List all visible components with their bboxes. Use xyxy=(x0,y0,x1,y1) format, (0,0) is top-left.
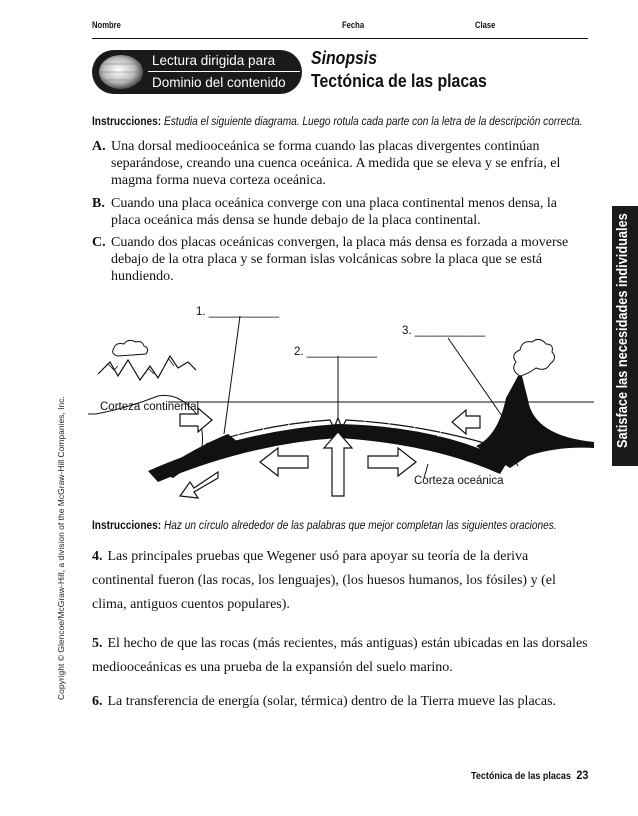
title-sinopsis: Sinopsis xyxy=(311,48,378,68)
instructions-1 xyxy=(92,116,583,128)
sidebar-text: Satisface las necesidades individuales xyxy=(615,213,631,448)
question-5 xyxy=(92,632,588,680)
name-label: Nombre xyxy=(92,20,121,30)
question-6 xyxy=(92,690,588,714)
question-4-number: 4. xyxy=(92,549,103,564)
mountains xyxy=(98,356,196,380)
instructions-1-label: Instrucciones: xyxy=(92,116,162,128)
instructions-2-label: Instrucciones: xyxy=(92,520,162,532)
description-a xyxy=(92,138,588,189)
class-label: Clase xyxy=(475,20,496,30)
instructions-2 xyxy=(92,520,557,532)
description-b xyxy=(92,195,588,229)
question-5-number: 5. xyxy=(92,636,103,651)
arrow-down-subduction xyxy=(180,472,218,498)
cloud-icon xyxy=(113,340,148,356)
description-c-letter: C. xyxy=(92,235,106,250)
banner-line1: Lectura dirigida para xyxy=(152,53,276,68)
date-label: Fecha xyxy=(342,20,365,30)
plate-tectonics-diagram xyxy=(88,296,594,506)
question-4-text[interactable]: Las principales pruebas que Wegener usó para apoyar su teoría de la deriva continental fueron (las rocas, los lenguajes), (los huesos humanos, los fósiles) y (el clima, antiguos cuentos populares). xyxy=(92,549,556,612)
question-6-text[interactable]: La transferencia de energía (solar, térmica) dentro de la Tierra mueve las placas. xyxy=(107,694,557,709)
description-c xyxy=(92,234,588,285)
blank-1: 1. ___________ xyxy=(196,306,280,318)
instructions-1-text: Estudia el siguiente diagrama. Luego rotula cada parte con la letra de la descripción correcta. xyxy=(163,116,583,128)
description-c-text: Cuando dos placas oceánicas convergen, la placa más densa es forzada a moverse debajo de la otra placa y se forman islas volcánicas sobre la placa que se está hundiendo. xyxy=(111,235,569,284)
blank-2: 2. ___________ xyxy=(294,346,378,358)
question-6-number: 6. xyxy=(92,694,103,709)
page-number: 23 xyxy=(575,768,588,782)
page-title: Tectónica de las placas xyxy=(311,71,487,91)
footer-title: Tectónica de las placas xyxy=(470,771,571,782)
arrow-right-spreading xyxy=(368,448,416,476)
continental-crust-label: Corteza continental xyxy=(100,401,200,413)
oceanic-crust-label: Corteza oceánica xyxy=(414,475,504,487)
question-4 xyxy=(92,545,588,617)
description-a-letter: A. xyxy=(92,139,106,154)
question-5-text[interactable]: El hecho de que las rocas (más recientes, más antiguas) están ubicadas en las dorsales mediooceánicas es una prueba de la expansión del suelo marino. xyxy=(92,636,588,675)
volcano-smoke-icon xyxy=(514,339,555,376)
arrow-left-island xyxy=(452,410,480,434)
volcanic-island xyxy=(476,376,594,468)
instructions-2-text: Haz un círculo alrededor de las palabras que mejor completan las siguientes oraciones. xyxy=(163,520,557,532)
description-a-text: Una dorsal mediooceánica se forma cuando las placas divergentes continúan separándose, creando una cuenca oceánica. A medida que se eleva y se enfría, el magma forma nueva corteza oceánica. xyxy=(111,139,561,188)
globe-icon xyxy=(98,54,144,90)
description-b-text: Cuando una placa oceánica converge con una placa continental menos densa, la placa oceánica más densa se hunde debajo de la placa continental. xyxy=(111,196,557,228)
footer xyxy=(471,768,588,782)
header-rule xyxy=(92,38,588,39)
description-b-letter: B. xyxy=(92,196,105,211)
leader-line-1 xyxy=(224,316,240,434)
leader-line-3 xyxy=(448,338,502,416)
banner-divider xyxy=(148,71,300,72)
arrow-up-magma xyxy=(324,432,352,496)
blank-3: 3. ___________ xyxy=(402,325,486,337)
arrow-left-spreading xyxy=(260,448,308,476)
copyright-notice: Copyright © Glencoe/McGraw-Hill, a division of the McGraw-Hill Companies, Inc. xyxy=(56,396,66,700)
banner-line2: Dominio del contenido xyxy=(152,75,286,90)
